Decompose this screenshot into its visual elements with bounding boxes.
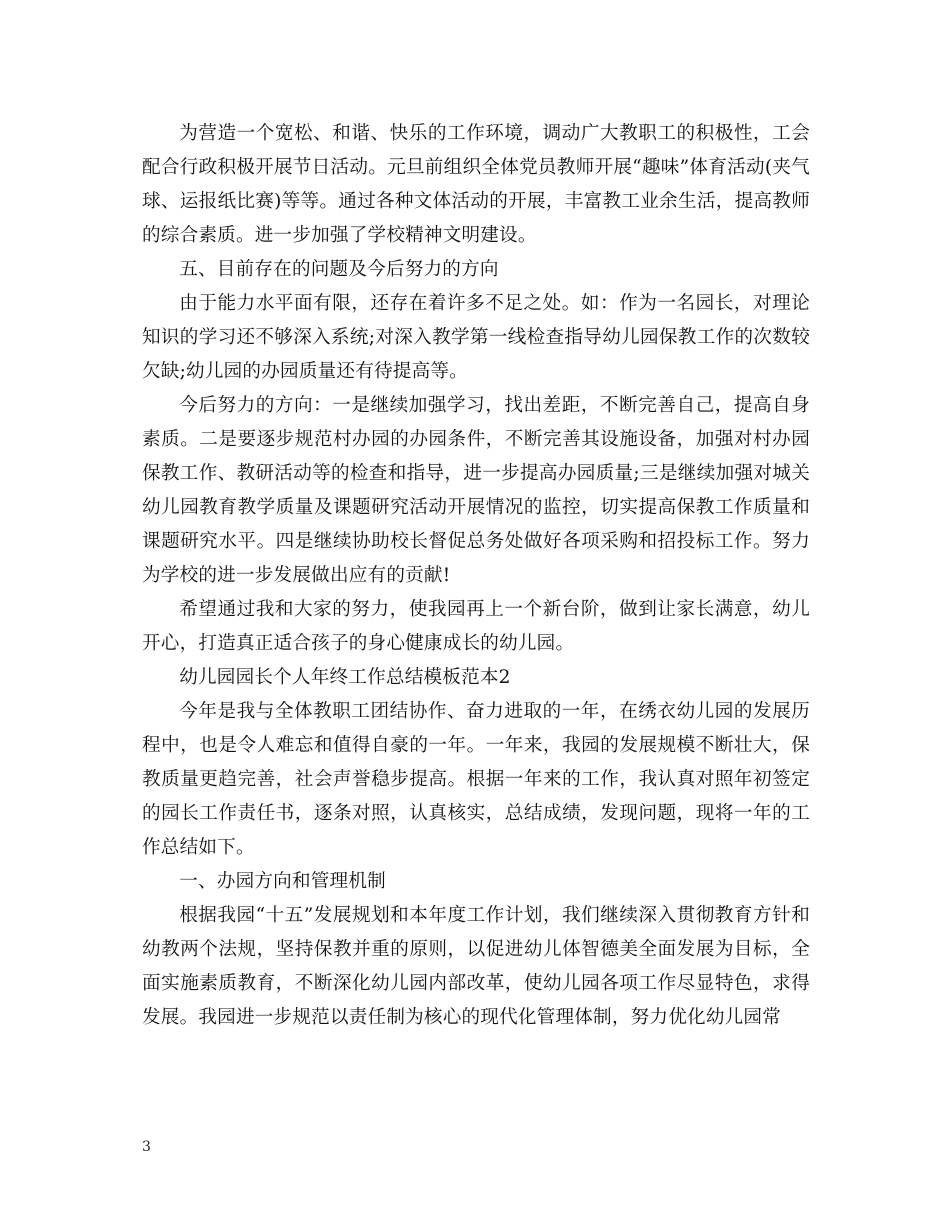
section-heading-management: 一、办园方向和管理机制	[179, 871, 386, 892]
paragraph-development-plan: 根据我园“十五”发展规划和本年度工作计划，我们继续深入贯彻教育方针和幼教两个法规，坚持保教并重的原则，以促进幼儿体智德美全面发展为目标，全面实施素质教育，不断深化幼儿园内部改革，使幼儿园各项工作尽显特色，求得发展。我园进一步规范以责任制为核心的现代化管理体制，努力优化幼儿园常	[142, 905, 810, 1028]
document-subtitle-template-2: 幼儿园园长个人年终工作总结模板范本2	[179, 667, 511, 688]
paragraph-hope: 希望通过我和大家的努力，使我园再上一个新台阶，做到让家长满意，幼儿开心，打造真正适合孩子的身心健康成长的幼儿园。	[142, 599, 810, 654]
document-body	[142, 117, 810, 1035]
paragraph-union-activities: 为营造一个宽松、和谐、快乐的工作环境，调动广大教职工的积极性，工会配合行政积极开展节日活动。元旦前组织全体党员教师开展“趣味”体育活动(夹气球、运报纸比赛)等等。通过各种文体活动的开展，丰富教工业余生活，提高教师的综合素质。进一步加强了学校精神文明建设。	[142, 123, 810, 246]
paragraph-future-direction: 今后努力的方向：一是继续加强学习，找出差距，不断完善自己，提高自身素质。二是要逐步规范村办园的办园条件，不断完善其设施设备，加强对村办园保教工作、教研活动等的检查和指导，进一步提高办园质量;三是继续加强对城关幼儿园教育教学质量及课题研究活动开展情况的监控，切实提高保教工作质量和课题研究水平。四是继续协助校长督促总务处做好各项采购和招投标工作。努力为学校的进一步发展做出应有的贡献!	[142, 395, 810, 586]
paragraph-year-intro: 今年是我与全体教职工团结协作、奋力进取的一年，在绣衣幼儿园的发展历程中，也是令人难忘和值得自豪的一年。一年来，我园的发展规模不断壮大，保教质量更趋完善，社会声誉稳步提高。根据一年来的工作，我认真对照年初签定的园长工作责任书，逐条对照，认真核实，总结成绩，发现问题，现将一年的工作总结如下。	[142, 701, 810, 858]
section-heading-problems-direction: 五、目前存在的问题及今后努力的方向	[179, 259, 499, 280]
page-number: 3	[142, 1139, 151, 1155]
paragraph-shortcomings: 由于能力水平面有限，还存在着许多不足之处。如：作为一名园长，对理论知识的学习还不够深入系统;对深入教学第一线检查指导幼儿园保教工作的次数较欠缺;幼儿园的办园质量还有待提高等。	[142, 293, 810, 382]
